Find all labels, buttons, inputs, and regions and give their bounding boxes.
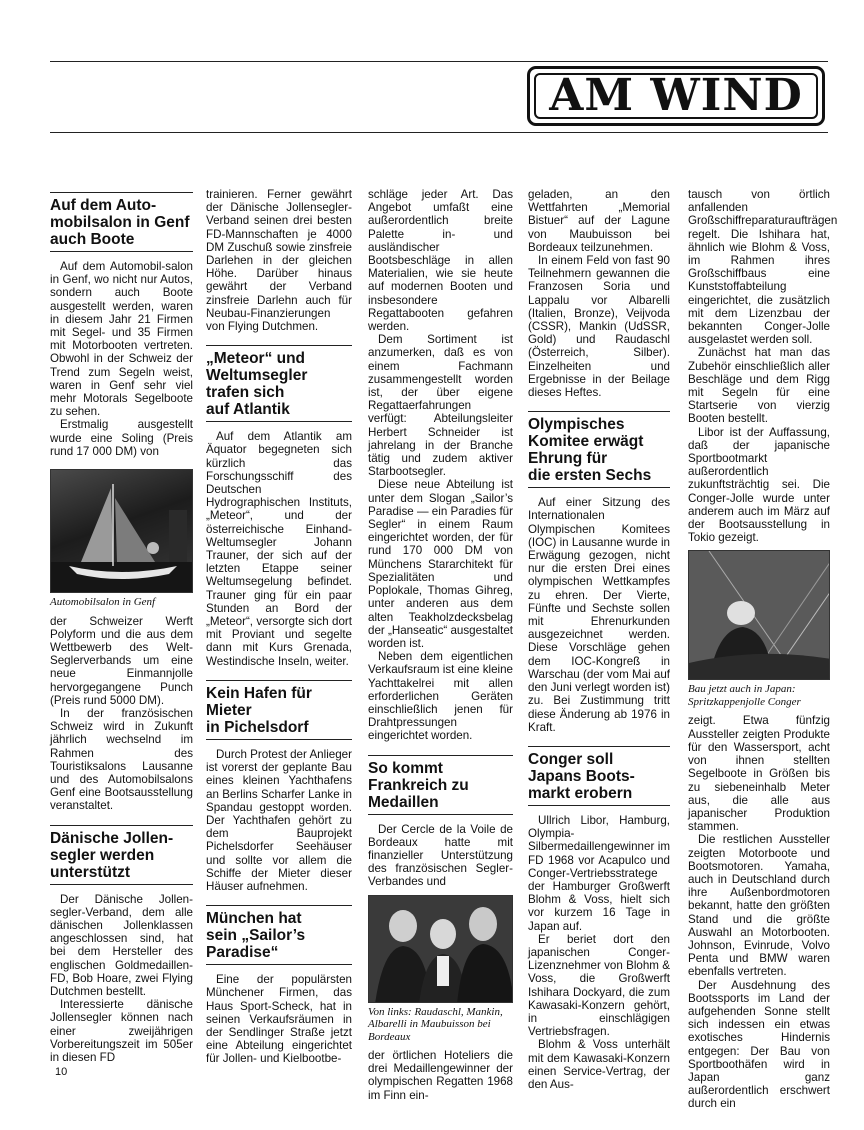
paragraph: Libor ist der Auffassung, daß der japanische Sportbootmarkt außerordentlich zukunftsträchtig sei. Die Conger-Jolle wurde unter anderem auch im März auf der Bootsausstellung in Tokio gezeigt. bbox=[688, 425, 830, 545]
paragraph: Neben dem eigentlichen Verkaufsraum ist eine kleine Yachttakelrei mit allen erforderlichen Geräten einschließlich jenen für Drahtpressungen eingerichtet worden. bbox=[368, 650, 513, 743]
headline-line: Japans Boots- bbox=[528, 767, 635, 785]
paragraph: Er beriet dort den japanischen Conger-Lizenznehmer von Blohm & Voss, die Großwerft Ishihara Dockyard, die zum Kawasaki-Konzern gehört, in einschlägigen Vertriebsfragen. bbox=[528, 932, 670, 1039]
header-rule-bottom bbox=[50, 132, 828, 133]
headline-line: Olympisches bbox=[528, 416, 625, 434]
headline-line: Paradise“ bbox=[206, 944, 279, 962]
headline-meteor bbox=[206, 345, 352, 422]
paragraph: Eine der populärsten Münchener Firmen, das Haus Sport-Scheck, hat in seinen Verkaufsräumen in der Sendlinger Straße jetzt eine Abteilung eingerichtet für Jollen- und Kielbootbe- bbox=[206, 973, 352, 1066]
paragraph: schläge jeder Art. Das Angebot umfaßt eine außerordentlich breite Palette in- und ausländischer Bootsbeschläge in allen Materialien, wie sie heute auf modernen Booten und insbesondere Regattabooten gefahren werden. bbox=[368, 188, 513, 334]
paragraph: Der Cercle de la Voile de Bordeaux hatte mit finanzieller Unterstützung des französischen Segler-Verbandes und bbox=[368, 822, 513, 889]
headline-line: Komitee erwägt bbox=[528, 433, 644, 451]
headline-frankreich bbox=[368, 755, 513, 815]
headline-line: auf Atlantik bbox=[206, 401, 290, 419]
paragraph: In einem Feld von fast 90 Teilnehmern gewannen die Franzosen Soria und Lappalu vor Albarelli (Italien, Bronze), Veijvoda (CSSR), Mankin (UdSSR, Gold) und Raudaschl (Österreich, Silber). Einzelheiten und Ergebnisse in der Beilage dieses Heftes. bbox=[528, 254, 670, 400]
headline-line: Weltumsegler bbox=[206, 367, 308, 385]
paragraph: Auf dem Atlantik am Äquator begegneten sich kürzlich das Forschungsschiff des Deutschen Hydrographischen Instituts, „Meteor“, und der österreichische Einhand-Weltumsegler Johann Trauner, der sich auf der letzten Etappe seiner Weltumsegelung befindet. Trauner ging für ein paar Stunden an Bord der „Meteor“, versorgte sich dort mit Proviant und segelte dann mit Kurs Grenada, Westindische Inseln, weiter. bbox=[206, 430, 352, 668]
headline-line: Auf dem Auto- bbox=[50, 197, 157, 214]
headline-line: die ersten Sechs bbox=[528, 467, 652, 485]
headline-line: Kein Hafen für bbox=[206, 684, 312, 702]
section-logo-text: AM WIND bbox=[549, 70, 803, 121]
photo-medaillengewinner bbox=[368, 895, 513, 1003]
paragraph: Dem Sortiment ist anzumerken, daß es von einem Fachmann zusammengestellt worden ist, der über eigene Regattaerfahrungen verfügt: Abteilungsleiter Herbert Schneider ist jahrelang in der Branche tätig und zudem aktiver Starbootsegler. bbox=[368, 333, 513, 479]
column-2 bbox=[206, 188, 352, 1066]
headline-line: segler werden bbox=[50, 846, 155, 864]
paragraph: Der Dänische Jollen-segler-Verband, dem alle dänischen Jollenklassen angeschlossen sind, hat bei dem Hersteller des englischen Goldmedaillen-FD, Bob Hoare, zwei Flying Dutchmen bestellt. bbox=[50, 892, 193, 999]
headline-line: unterstützt bbox=[50, 863, 131, 881]
headline-line: Mieter bbox=[206, 701, 252, 719]
column-5 bbox=[688, 188, 838, 1111]
headline-line: So kommt bbox=[368, 759, 443, 777]
headline-line: Conger soll bbox=[528, 750, 614, 768]
headline-line: Ehrung für bbox=[528, 450, 608, 468]
section-logo-frame bbox=[534, 70, 818, 121]
headline-line: München hat bbox=[206, 910, 302, 928]
headline-daenische-jollensegler bbox=[50, 825, 193, 885]
paragraph: Der Ausdehnung des Bootssports im Land der aufgehenden Sonne stellt sich indessen ein etwas exotisches Hindernis entgegen: Der Bau von Sportboothäfen wird in Japan ganz außerordentlich erschwert durch ein bbox=[688, 978, 830, 1111]
photo-caption: Bau jetzt auch in Japan: Spritzkappenjolle Conger bbox=[688, 683, 801, 708]
headline-line: auch Boote bbox=[50, 231, 135, 248]
headline-line: markt erobern bbox=[528, 784, 633, 802]
paragraph: Ullrich Libor, Hamburg, Olympia-Silbermedaillengewinner im FD 1968 vor Acapulco und Conger-Vertriebsstratege der Hamburger Großwerft Blohm & Voss, hielt sich vor kurzem 16 Tage in Japan auf. bbox=[528, 813, 670, 933]
paragraph: Erstmalig ausgestellt wurde eine Soling (Preis rund 17 000 DM) von bbox=[50, 418, 193, 458]
conger-dinghy-illustration bbox=[689, 551, 830, 680]
page-number: 10 bbox=[55, 1066, 68, 1078]
three-men-illustration bbox=[369, 896, 513, 1003]
headline-line: Dänische Jollen- bbox=[50, 829, 174, 847]
paragraph: trainieren. Ferner gewährt der Dänische Jollensegler-Verband seinen drei besten FD-Mannschaften je 4000 DM Zuschuß sowie zinsfreie Darlehen in der gleichen Höhe. Darüber hinaus gewährt der Verband zinsfreie Darlehn auch für Neubau-Finanzierungen von Flying Dutchmen. bbox=[206, 188, 352, 334]
column-3 bbox=[368, 188, 513, 1102]
paragraph: Blohm & Voss unterhält mit dem Kawasaki-Konzern einen Service-Vertrag, der den Aus- bbox=[528, 1038, 670, 1091]
headline-line: sein „Sailor’s bbox=[206, 927, 306, 945]
paragraph: Durch Protest der Anlieger ist vorerst der geplante Bau eines kleinen Yachthafens an Berlins Scharfer Lanke in Spandau gestoppt worden. Der Yachthafen gehört zu dem Bauprojekt Pichelsdorfer Seehäuser und sollte vor allem die Schiffe der Mieter dieser Häuser aufnehmen. bbox=[206, 747, 352, 893]
headline-muenchen bbox=[206, 905, 352, 965]
section-logo bbox=[527, 66, 825, 126]
headline-line: Medaillen bbox=[368, 793, 439, 811]
paragraph: Die restlichen Aussteller zeigten Motorboote und Bootsmotoren. Yamaha, auch in Deutschland durch ihre Außenbordmotoren bekannt, hatte den größten Stand und die größte Auswahl an Motorbooten. Johnson, Evinrude, Volvo Penta und BMW waren ebenfalls vertreten. bbox=[688, 833, 830, 979]
headline-line: mobilsalon in Genf bbox=[50, 214, 190, 231]
paragraph: der örtlichen Hoteliers die drei Medaillengewinner der olympischen Regatten 1968 im Finn ein- bbox=[368, 1049, 513, 1102]
photo-conger-jolle bbox=[688, 550, 830, 680]
column-4 bbox=[528, 188, 670, 1091]
headline-automobilsalon bbox=[50, 192, 193, 252]
photo-caption: Automobilsalon in Genf bbox=[50, 596, 156, 609]
paragraph: tausch von örtlich anfallenden Großschiffreparaturaufträgen regelt. Die Ishihara hat, ähnlich wie Blohm & Voss, im Rahmen ihres Großschiffbaus eine Kunststoffabteilung eingerichtet, die zusätzlich mit dem Lizenzbau der bekannten Conger-Jolle ausgelastet werden soll. bbox=[688, 188, 838, 347]
sailboat-illustration bbox=[51, 470, 193, 593]
paragraph: Zunächst hat man das Zubehör einschließlich aller Beschläge und dem Rigg mit Segeln für eine Startserie von vierzig Booten bestellt. bbox=[688, 346, 830, 426]
headline-conger bbox=[528, 746, 670, 806]
paragraph: Interessierte dänische Jollensegler können nach einer zweijährigen Vorbereitungszeit im 505er in diesen FD bbox=[50, 998, 193, 1065]
headline-line: in Pichelsdorf bbox=[206, 718, 309, 736]
headline-line: trafen sich bbox=[206, 384, 285, 402]
paragraph: zeigt. Etwa fünfzig Aussteller zeigten Produkte für den Wassersport, acht von ihnen stellten Segelboote in Größen bis zu siebeneinhalb Meter aus, die alle aus japanischer Produktion stammen. bbox=[688, 714, 830, 834]
paragraph: Diese neue Abteilung ist unter dem Slogan „Sailor’s Paradise — ein Paradies für Segler“ in einem Raum eingerichtet worden, der für rund 170 000 DM von Münchens Stararchitekt für Spezialitäten und Poplokale, Thomas Gihreg, unter anderen aus dem alten Teakholzdecksbelag der „Hanseatic“ ausgestaltet worden ist. bbox=[368, 478, 513, 650]
paragraph: der Schweizer Werft Polyform und die aus dem Wettbewerb des Welt-Seglerverbands um eine neue Einmannjolle hervorgegangene Punch (Preis rund 5000 DM). bbox=[50, 614, 193, 707]
paragraph: Auf dem Automobil-salon in Genf, wo nicht nur Autos, sondern auch Boote ausgestellt werden, waren in diesem Jahr 21 Firmen mit Segel- und 35 Firmen mit Motorbooten vertreten. Obwohl in der Schweiz der Trend zum Segeln weist, waren in Genf sehr viel mehr Motorals Segelboote zu sehen. bbox=[50, 260, 193, 419]
paragraph: geladen, an den Wettfahrten „Memorial Bistuer“ auf der Lagune von Maubuisson bei Bordeaux teilzunehmen. bbox=[528, 188, 670, 254]
paragraph: Auf einer Sitzung des Internationalen Olympischen Komitees (IOC) in Lausanne wurde in Erwägung gezogen, nicht nur die ersten Drei eines olympischen Wettkampfes zu ehren. Der Vierte, Fünfte und Sechste sollen mit Ehrenurkunden ausgezeichnet werden. Diese Vorschläge gehen dem IOC-Kongreß in Warschau (der vom Mai auf den Juni verlegt worden ist) zu. Bei Zustimmung tritt diese Änderung ab 1976 in Kraft. bbox=[528, 496, 670, 734]
photo-caption: Von links: Raudaschl, Mankin, Albarelli in Maubuisson bei Bordeaux bbox=[368, 1005, 503, 1043]
headline-line: „Meteor“ und bbox=[206, 350, 306, 368]
column-1 bbox=[50, 192, 193, 1064]
paragraph: In der französischen Schweiz wird in Zukunft jährlich wechselnd im Rahmen des Touristiksalons Lausanne und des Automobilsalons Genf eine Bootsausstellung veranstaltet. bbox=[50, 706, 193, 813]
photo-automobilsalon bbox=[50, 469, 193, 593]
header-rule-top bbox=[50, 61, 828, 62]
headline-kein-hafen bbox=[206, 680, 352, 740]
headline-olympisches-komitee bbox=[528, 411, 670, 488]
headline-line: Frankreich zu bbox=[368, 776, 469, 794]
